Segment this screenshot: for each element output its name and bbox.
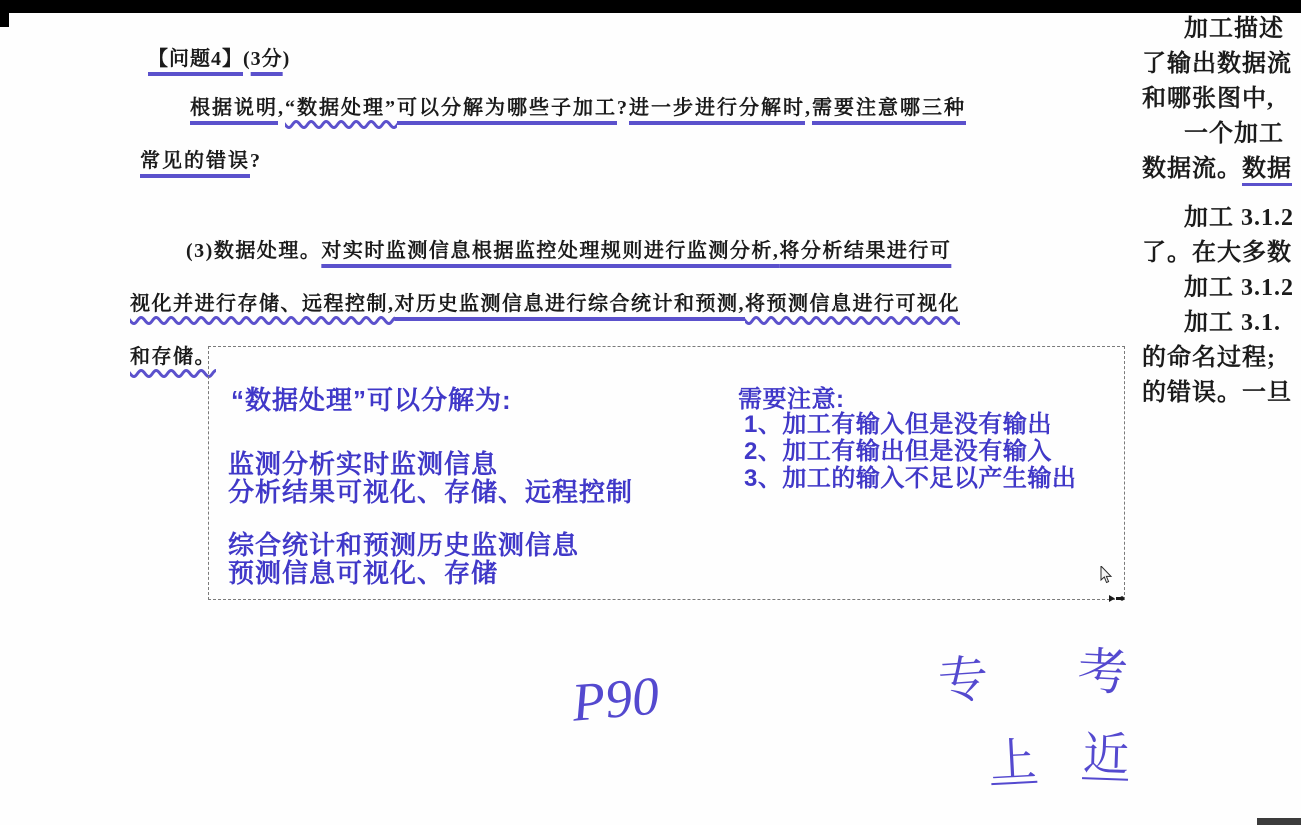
answer-right-title: 需要注意: — [738, 386, 845, 413]
text-segment: 对历史监测信息进行综合统计和预测, — [394, 293, 745, 315]
text-line: 了输出数据流 — [1142, 51, 1292, 77]
answer-left-line: 预测信息可视化、存储 — [228, 558, 499, 588]
question-line-1 — [190, 91, 966, 120]
text-segment: 常见的错误 — [140, 150, 250, 172]
text-line: 了。在大多数 — [1142, 240, 1292, 266]
text-line: 加工 3.1.2 — [1184, 275, 1294, 301]
description-line-2 — [130, 287, 960, 316]
handwritten-char: 专 — [936, 650, 991, 710]
handwritten-char: 近 — [1082, 728, 1130, 781]
text-segment: 将预测信息进行可视化 — [745, 293, 960, 315]
bottom-right-dark-strip — [1257, 818, 1301, 825]
answer-left-line: 监测分析实时监测信息 — [228, 449, 499, 479]
text-segment: ? — [617, 97, 629, 119]
answer-left-line: 综合统计和预测历史监测信息 — [228, 530, 580, 560]
text-line: 加工 3.1. — [1184, 310, 1281, 336]
text-segment: ( — [243, 48, 251, 70]
text-line: 的错误。一旦 — [1142, 380, 1292, 406]
top-left-black-notch — [0, 0, 9, 27]
textbox-resize-handle-icon[interactable] — [1108, 590, 1124, 608]
description-line-1 — [186, 234, 951, 263]
question-points: 3分 — [250, 48, 283, 70]
text-line: 加工 3.1.2 — [1184, 205, 1294, 231]
text-segment: 数据流。 — [1142, 156, 1242, 182]
question-number: 【问题4】 — [148, 48, 243, 70]
text-line: 加工描述 — [1184, 16, 1284, 42]
text-segment: 将分析结果进行可 — [779, 240, 952, 262]
answer-textbox[interactable] — [208, 346, 1125, 600]
right-column-text — [1142, 12, 1301, 411]
text-segment: 需要注意哪三种 — [812, 97, 966, 119]
text-segment: 可以分解为哪些子加工 — [397, 97, 617, 119]
top-black-bar — [0, 0, 1301, 13]
text-line: 和哪张图中, — [1142, 86, 1274, 112]
answer-left-line: 分析结果可视化、存储、远程控制 — [228, 477, 634, 507]
handwritten-page-ref: P90 — [569, 665, 662, 733]
text-segment: ) — [282, 48, 291, 70]
answer-left-title: “数据处理”可以分解为: — [231, 385, 512, 415]
text-segment: 对实时监测信息根据监控处理规则进行监测分析, — [321, 240, 780, 262]
answer-note: 3、加工的输入不足以产生输出 — [744, 465, 1077, 492]
question-header — [148, 42, 290, 71]
handwritten-char: 考 — [1076, 642, 1130, 702]
mouse-pointer-icon — [1100, 566, 1113, 589]
text-segment: “数据处理” — [285, 97, 397, 119]
text-line — [1142, 152, 1301, 187]
text-segment: ? — [250, 150, 262, 172]
text-segment: 根据说明 — [190, 97, 278, 119]
text-segment: 数据 — [1242, 156, 1292, 182]
text-line: 一个加工 — [1184, 121, 1284, 147]
text-segment: 进一步进行分解时 — [629, 97, 805, 119]
answer-note: 1、加工有输入但是没有输出 — [744, 411, 1052, 438]
answer-note: 2、加工有输出但是没有输入 — [744, 438, 1052, 465]
text-segment: (3)数据处理。 — [186, 240, 322, 262]
text-line: 的命名过程; — [1142, 345, 1276, 371]
handwritten-char: 上 — [988, 733, 1038, 788]
question-line-2 — [140, 144, 262, 173]
text-segment: 和存储。 — [130, 346, 216, 368]
text-segment: , — [805, 97, 812, 119]
text-segment: , — [278, 97, 285, 119]
description-line-3 — [130, 340, 216, 369]
text-segment: 视化并进行存储、远程控制, — [130, 293, 395, 315]
